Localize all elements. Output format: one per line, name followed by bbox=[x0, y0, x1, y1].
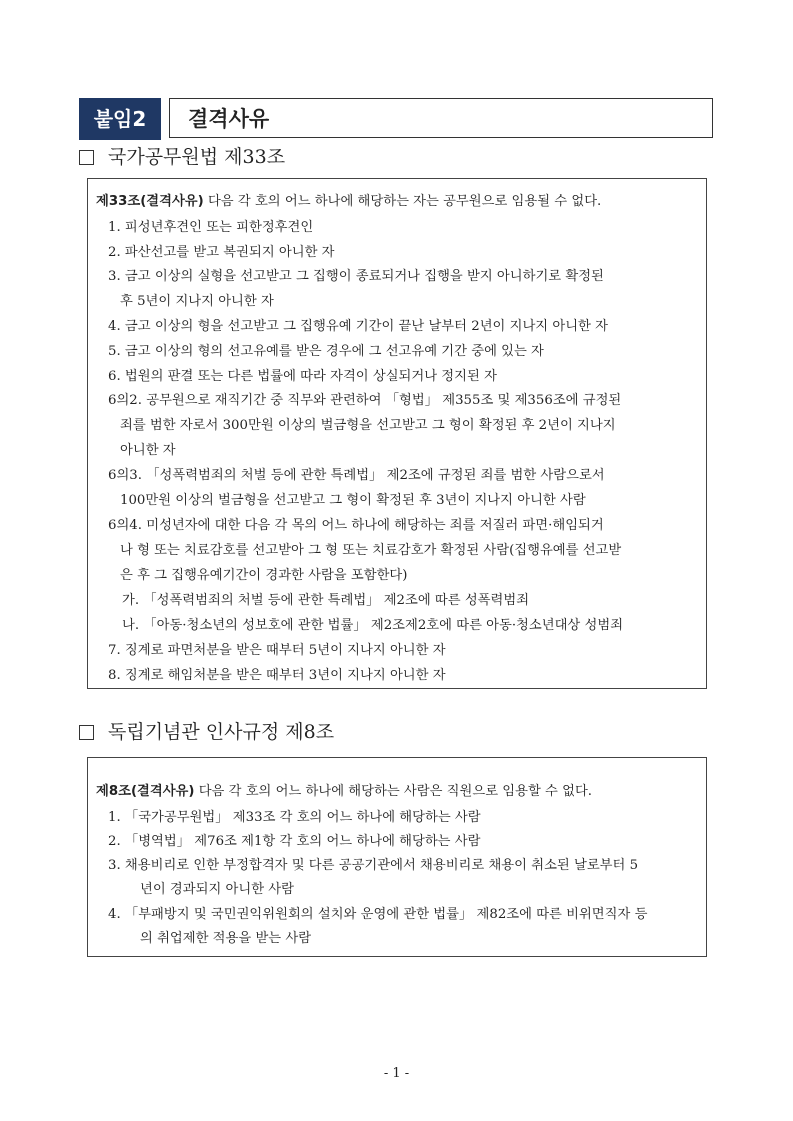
list-item: 6의2. 공무원으로 재직기간 중 직무와 관련하여 「형법」 제355조 및 제356조에 규정된 bbox=[108, 393, 622, 408]
section-heading-text: 독립기념관 인사규정 제8조 bbox=[108, 721, 335, 743]
list-item: 2. 「병역법」 제76조 제1항 각 호의 어느 하나에 해당하는 사람 bbox=[108, 834, 481, 849]
list-item: 6의4. 미성년자에 대한 다음 각 목의 어느 하나에 해당하는 죄를 저질러 파면·해임되거 bbox=[108, 518, 604, 533]
list-item-continued: 100만원 이상의 벌금형을 선고받고 그 형이 확정된 후 3년이 지나지 아니한 사람 bbox=[120, 493, 586, 508]
checkbox-icon bbox=[79, 150, 94, 165]
list-item: 6. 법원의 판결 또는 다른 법률에 따라 자격이 상실되거나 정지된 자 bbox=[108, 369, 497, 384]
list-item: 4. 「부패방지 및 국민권익위원회의 설치와 운영에 관한 법률」 제82조에 따른 비위면직자 등 bbox=[108, 907, 648, 922]
list-item-continued: 년이 경과되지 아니한 사람 bbox=[140, 882, 294, 897]
list-item-continued: 아니한 자 bbox=[120, 443, 176, 458]
title-bar bbox=[79, 98, 715, 140]
list-item: 6의3. 「성폭력범죄의 처벌 등에 관한 특례법」 제2조에 규정된 죄를 범한 사람으로서 bbox=[108, 468, 605, 483]
list-item: 3. 금고 이상의 실형을 선고받고 그 집행이 종료되거나 집행을 받지 아니하기로 확정된 bbox=[108, 269, 604, 284]
list-item: 2. 파산선고를 받고 복권되지 아니한 자 bbox=[108, 245, 335, 260]
page-number: - 1 - bbox=[383, 1066, 410, 1081]
list-item: 7. 징계로 파면처분을 받은 때부터 5년이 지나지 아니한 자 bbox=[108, 643, 446, 658]
article-intro: 다음 각 호의 어느 하나에 해당하는 자는 공무원으로 임용될 수 없다. bbox=[203, 194, 602, 209]
list-item-continued: 죄를 범한 자로서 300만원 이상의 벌금형을 선고받고 그 형이 확정된 후 2년이 지나지 bbox=[120, 418, 616, 433]
list-item-continued: 나 형 또는 치료감호를 선고받아 그 형 또는 치료감호가 확정된 사람(집행유예를 선고받 bbox=[120, 543, 622, 558]
section-heading-civil-service-act bbox=[79, 145, 285, 169]
list-item: 5. 금고 이상의 형의 선고유예를 받은 경우에 그 선고유예 기간 중에 있는 자 bbox=[108, 344, 544, 359]
sub-item: 나. 「아동·청소년의 성보호에 관한 법률」 제2조제2호에 따른 아동·청소년대상 성범죄 bbox=[122, 618, 624, 633]
sub-item: 가. 「성폭력범죄의 처벌 등에 관한 특례법」 제2조에 따른 성폭력범죄 bbox=[122, 593, 530, 608]
section-heading-text: 국가공무원법 제33조 bbox=[108, 146, 286, 168]
checkbox-icon bbox=[79, 725, 94, 740]
article-intro: 다음 각 호의 어느 하나에 해당하는 사람은 직원으로 임용할 수 없다. bbox=[194, 784, 593, 799]
list-item-continued: 후 5년이 지나지 아니한 자 bbox=[120, 294, 274, 309]
list-item: 3. 채용비리로 인한 부정합격자 및 다른 공공기관에서 채용비리로 채용이 취소된 날로부터 5 bbox=[108, 858, 639, 873]
page-title: 결격사유 bbox=[169, 98, 713, 138]
list-item: 1. 피성년후견인 또는 피한정후견인 bbox=[108, 220, 314, 235]
law-box-article-8 bbox=[87, 757, 707, 957]
article-label: 제8조(결격사유) bbox=[96, 784, 195, 799]
list-item: 4. 금고 이상의 형을 선고받고 그 집행유예 기간이 끝난 날부터 2년이 지나지 아니한 자 bbox=[108, 319, 608, 334]
list-item-continued: 은 후 그 집행유예기간이 경과한 사람을 포함한다) bbox=[120, 568, 408, 583]
attachment-tag: 붙임2 bbox=[79, 98, 161, 140]
list-item-continued: 의 취업제한 적용을 받는 사람 bbox=[140, 931, 312, 946]
article-label: 제33조(결격사유) bbox=[96, 194, 204, 209]
article-intro-line bbox=[96, 190, 601, 209]
list-item: 1. 「국가공무원법」 제33조 각 호의 어느 하나에 해당하는 사람 bbox=[108, 810, 481, 825]
list-item: 8. 징계로 해임처분을 받은 때부터 3년이 지나지 아니한 자 bbox=[108, 668, 446, 683]
section-heading-personnel-rules bbox=[79, 720, 334, 744]
article-intro-line bbox=[96, 780, 592, 799]
law-box-article-33 bbox=[87, 178, 707, 689]
